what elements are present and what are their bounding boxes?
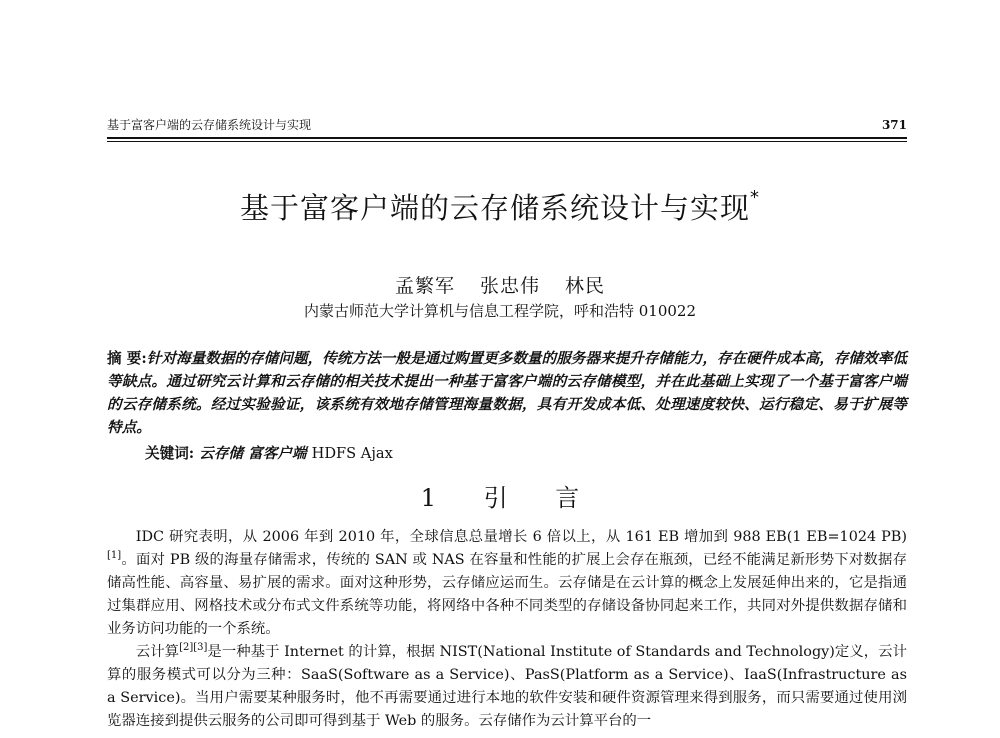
paragraph-1-text-b: 。面对 PB 级的海量存储需求，传统的 SAN 或 NAS 在容量和性能的扩展上会存在瓶颈，已经不能满足新形势下对数据存储高性能、高容量、易扩展的需求。面对这种形势，云存储应运而生。云存储是在云计算的概念上发展延伸出来的，它是指通过集群应用、网格技术或分布式文件系统等功能，将网络中各种不同类型的存储设备协同起来工作，共同对外提供数据存储和业务访问功能的一个系统。 <box>107 552 907 637</box>
running-header-title: 基于富客户端的云存储系统设计与实现 <box>107 118 312 132</box>
title-footnote-marker: * <box>750 187 760 209</box>
keywords <box>145 443 905 465</box>
header-rule-thin <box>107 141 907 142</box>
citation-1: [1] <box>107 550 122 562</box>
keywords-text: 云存储 富客户端 <box>199 445 307 462</box>
keywords-label: 关键词: <box>145 445 195 462</box>
section-heading <box>0 478 1000 513</box>
header-rule-thick <box>107 137 907 139</box>
paragraph-2 <box>107 641 907 733</box>
abstract-label: 摘 要: <box>107 350 147 367</box>
page-number: 371 <box>881 118 907 132</box>
affiliation: 内蒙古师范大学计算机与信息工程学院，呼和浩特 010022 <box>303 302 697 320</box>
paper-title <box>0 186 1000 227</box>
section-number: 1 <box>420 484 436 512</box>
body-text <box>107 526 907 733</box>
paragraph-2-text-b: 是一种基于 Internet 的计算，根据 NIST(National Institute of Standards and Technology)定义，云计算的服务模式可以分为三种：SaaS(Software as a Service)、PasS(Platform as a Service)、IaaS(Infrastructure as a Service)。当用户需要某种服务时，他不再需要通过进行本地的软件安装和硬件资源管理来得到服务，而只需要通过使用浏览器连接到提供云服务的公司即可得到基于 Web 的服务。云存储作为云计算平台的一 <box>107 644 907 729</box>
citation-2-3: [2][3] <box>179 642 208 654</box>
paragraph-1 <box>107 526 907 641</box>
authors: 孟繁军 张忠伟 林民 <box>394 275 606 297</box>
abstract <box>107 347 907 439</box>
paragraph-2-text-a: 云计算 <box>135 644 180 660</box>
paper-title-text: 基于富客户端的云存储系统设计与实现 <box>239 191 750 225</box>
abstract-text: 针对海量数据的存储问题，传统方法一般是通过购置更多数量的服务器来提升存储能力，存在硬件成本高，存储效率低等缺点。通过研究云计算和云存储的相关技术提出一种基于富客户端的云存储模型，并在此基础上实现了一个基于富客户端的云存储系统。经过实验验证，该系统有效地存储管理海量数据，具有开发成本低、处理速度较快、运行稳定、易于扩展等特点。 <box>107 350 908 436</box>
paragraph-1-text-a: IDC 研究表明，从 2006 年到 2010 年，全球信息总量增长 6 倍以上，从 161 EB 增加到 988 EB(1 EB=1024 PB) <box>135 529 907 545</box>
section-title: 引 言 <box>483 484 580 512</box>
keywords-latin: HDFS Ajax <box>311 445 393 462</box>
